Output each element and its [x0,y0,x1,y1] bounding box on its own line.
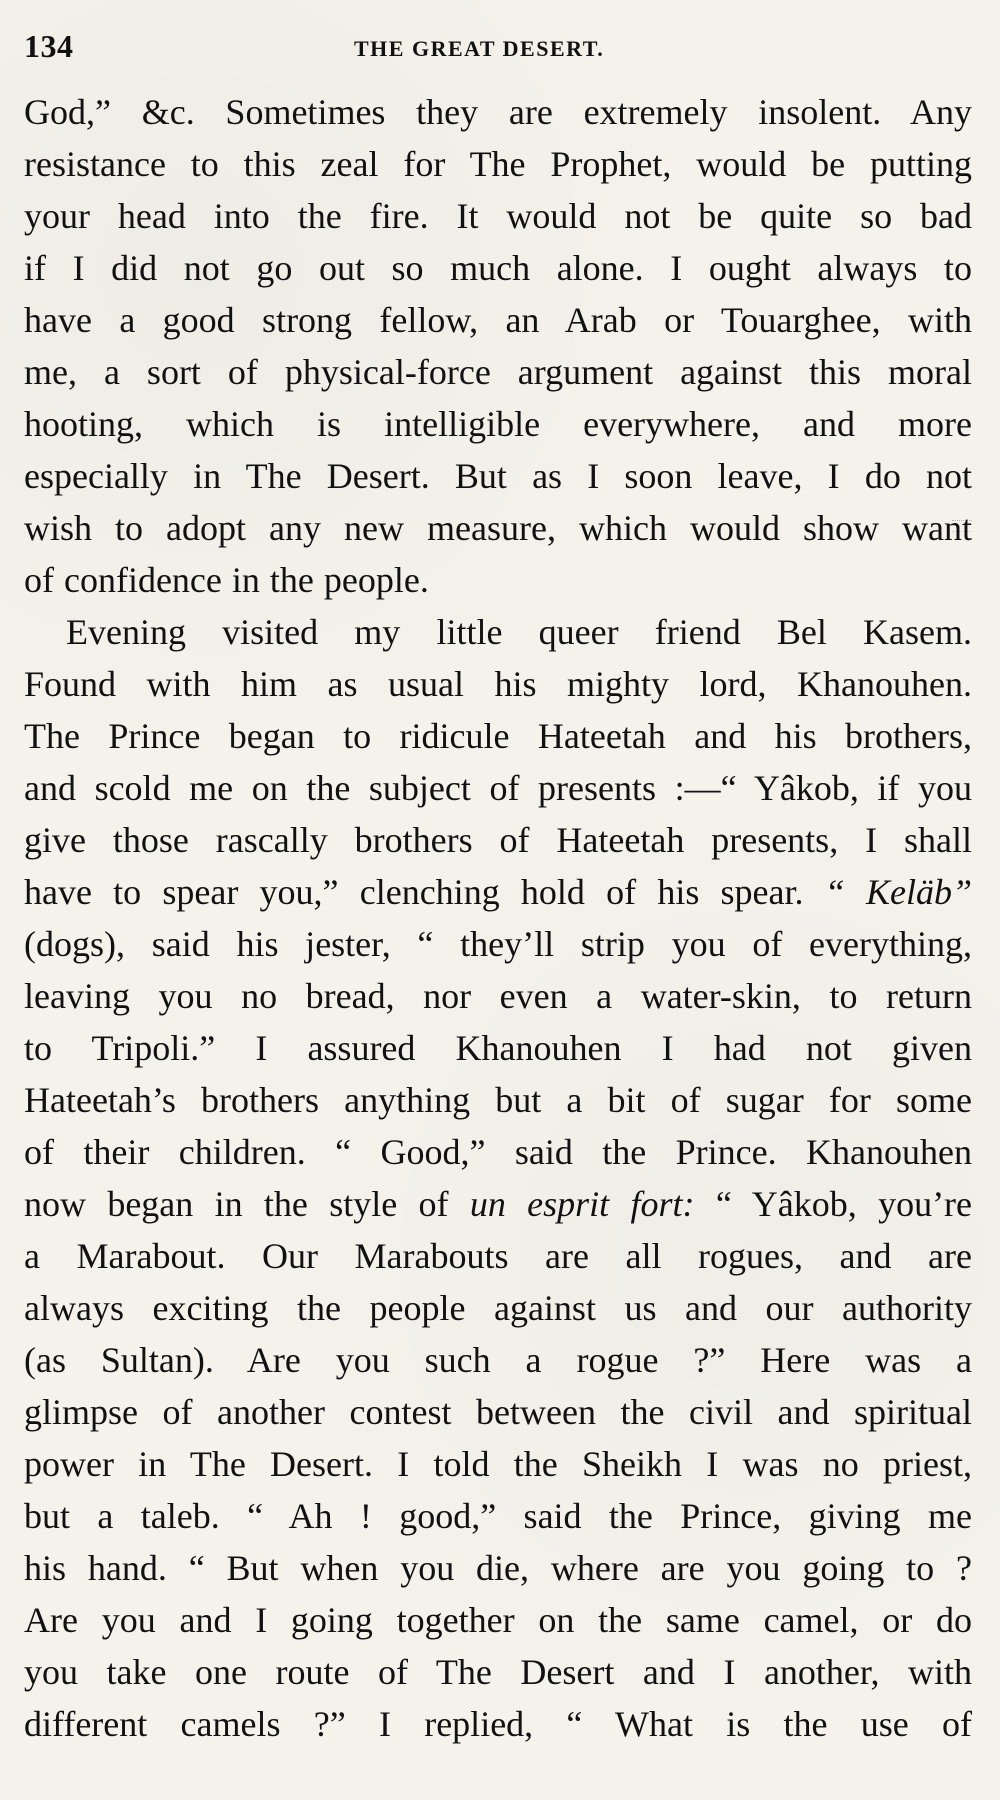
text-line: his hand. “ But when you die, where are you going to ? [24,1548,972,1588]
running-title: THE GREAT DESERT. [354,36,605,61]
text-line: of their children. “ Good,” said the Prince. Khanouhen [24,1132,972,1172]
page-header [24,28,972,86]
text-line: Hateetah’s brothers anything but a bit of sugar for some [24,1080,972,1120]
text-segment: “ Yâkob, you’re [715,1184,973,1224]
text-line: and scold me on the subject of presents :—“ Yâkob, if you [24,768,972,808]
text-line: power in The Desert. I told the Sheikh I was no priest, [24,1444,972,1484]
page-number: 134 [24,28,74,64]
text-line: Found with him as usual his mighty lord, Khanouhen. [24,664,972,704]
text-segment: now began in the style of [24,1184,449,1224]
text-line: leaving you no bread, nor even a water-skin, to return [24,976,972,1016]
paragraph-start-line: Evening visited my little queer friend Bel Kasem. [66,612,972,652]
text-line: always exciting the people against us and our authority [24,1288,972,1328]
text-line: me, a sort of physical-force argument against this moral [24,352,972,392]
text-line: The Prince began to ridicule Hateetah and his brothers, [24,716,972,756]
text-line: especially in The Desert. But as I soon leave, I do not [24,456,972,496]
text-line: (dogs), said his jester, “ they’ll strip you of everything, [24,924,972,964]
text-line: a Marabout. Our Marabouts are all rogues, and are [24,1236,972,1276]
text-line: you take one route of The Desert and I another, with [24,1652,972,1692]
italic-word-kelab: “ Keläb” [824,872,972,912]
text-line: but a taleb. “ Ah ! good,” said the Prince, giving me [24,1496,972,1536]
print-speckle [952,520,972,532]
text-segment: have to spear you,” clenching hold of his spear. [24,872,804,912]
text-line: (as Sultan). Are you such a rogue ?” Here was a [24,1340,972,1380]
text-line-with-italic [24,1178,972,1230]
text-line: hooting, which is intelligible everywhere, and more [24,404,972,444]
text-line: different camels ?” I replied, “ What is the use of [24,1704,972,1744]
text-line: your head into the fire. It would not be quite so bad [24,196,972,236]
text-line: resistance to this zeal for The Prophet, would be putting [24,144,972,184]
text-line: glimpse of another contest between the civil and spiritual [24,1392,972,1432]
text-line: Are you and I going together on the same camel, or do [24,1600,972,1640]
text-line: God,” &c. Sometimes they are extremely insolent. Any [24,92,972,132]
text-line: wish to adopt any new measure, which would show want [24,508,972,548]
text-line: of confidence in the people. [24,560,429,600]
text-line-with-italic [24,866,972,918]
page-body [24,86,972,1750]
text-line: to Tripoli.” I assured Khanouhen I had not given [24,1028,972,1068]
text-line: have a good strong fellow, an Arab or Touarghee, with [24,300,972,340]
text-line: give those rascally brothers of Hateetah presents, I shall [24,820,972,860]
italic-phrase-esprit-fort: un esprit fort: [469,1184,695,1224]
text-line: if I did not go out so much alone. I ought always to [24,248,972,288]
